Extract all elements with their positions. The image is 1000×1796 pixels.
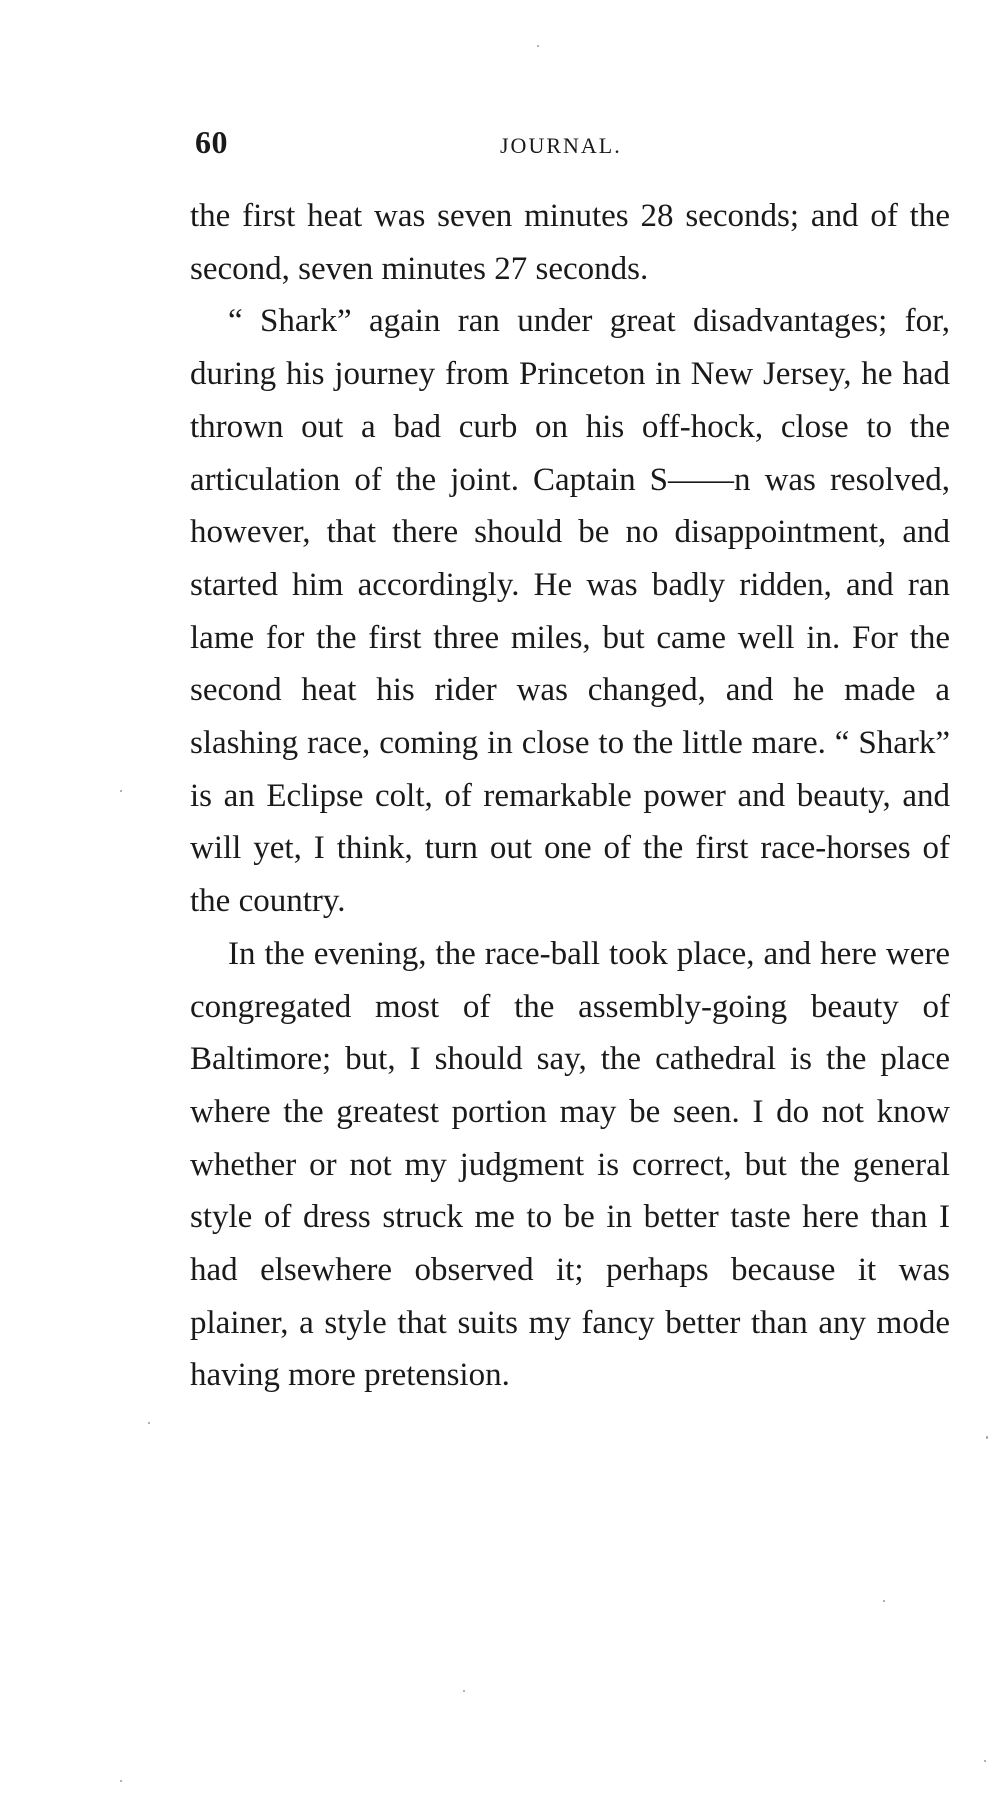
paragraph-race-ball: In the evening, the race-ball took place, and here were congregated most of the assembly-going beauty of Baltimore; but, I should say, the cathedral is the place where the greatest portion may be seen. I do not know whether or not my judgment is correct, but the general style of dress struck me to be in better taste here than I had elsewhere observed it; perhaps because it was plainer, a style that suits my fancy better than any mode having more pretension. [190,935,950,1394]
page-number: 60 [195,124,228,160]
scan-speck [463,1690,465,1692]
paragraph-continued: the first heat was seven minutes 28 seconds; and of the second, seven minutes 27 seconds. [190,198,950,287]
scan-speck [984,1760,986,1762]
scan-speck [120,1780,122,1782]
scan-speck [537,45,539,47]
running-head: JOURNAL. [500,133,622,158]
scan-speck [148,1422,150,1424]
body-text [190,190,950,1402]
page-header [195,124,955,164]
scan-speck [986,1436,988,1439]
paragraph-shark: “ Shark” again ran under great disadvantages; for, during his journey from Princeton in New Jersey, he had thrown out a bad curb on his off-hock, close to the articulation of the joint. Captain S——n was resolved, however, that there should be no disappointment, and started him accordingly. He was badly ridden, and ran lame for the first three miles, but came well in. For the second heat his rider was changed, and he made a slashing race, coming in close to the little mare. “ Shark” is an Eclipse colt, of remarkable power and beauty, and will yet, I think, turn out one of the first race-horses of the country. [190,303,950,920]
scan-speck [883,1600,885,1602]
scan-speck [120,790,122,792]
